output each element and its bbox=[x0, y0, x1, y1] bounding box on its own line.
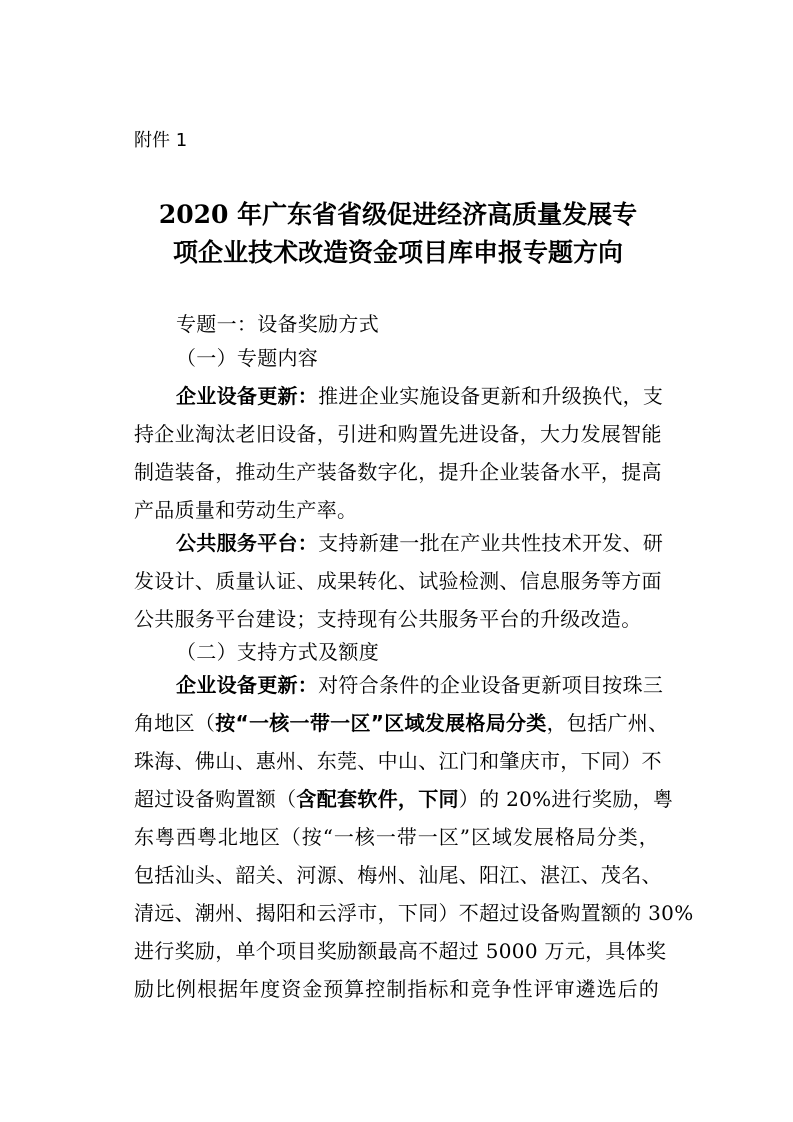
paragraph-support-line-7: 清远、潮州、揭阳和云浮市，下同）不超过设备购置额的 30% bbox=[134, 901, 694, 925]
paragraph-text: 对符合条件的企业设备更新项目按珠三 bbox=[318, 673, 664, 697]
document-title-line-2: 项企业技术改造资金项目库申报专题方向 bbox=[172, 238, 623, 267]
paragraph-support-line-2 bbox=[134, 707, 668, 736]
paragraph-support-line-8: 进行奖励，单个项目奖励额最高不超过 5000 万元，具体奖 bbox=[134, 939, 667, 963]
paragraph-label: 企业设备更新： bbox=[176, 384, 319, 408]
topic1-heading: 专题一：设备奖励方式 bbox=[176, 312, 379, 336]
paragraph-equipment-update-line-4: 产品质量和劳动生产率。 bbox=[134, 498, 358, 522]
paragraph-public-platform-line-1 bbox=[176, 527, 663, 556]
section1-heading: （一）专题内容 bbox=[176, 346, 319, 370]
bold-text: 按“一核一带一区”区域发展格局分类 bbox=[215, 711, 547, 735]
paragraph-public-platform-line-3: 公共服务平台建设；支持现有公共服务平台的升级改造。 bbox=[134, 607, 642, 631]
section2-heading: （二）支持方式及额度 bbox=[176, 640, 379, 664]
paragraph-support-line-3: 珠海、佛山、惠州、东莞、中山、江门和肇庆市，下同）不 bbox=[134, 749, 662, 773]
paragraph-equipment-update-line-2: 持企业淘汰老旧设备，引进和购置先进设备，大力发展智能 bbox=[134, 422, 662, 446]
annex-label: 附件 1 bbox=[134, 130, 188, 151]
paragraph-text: 超过设备购置额（ bbox=[134, 787, 297, 811]
paragraph-text: 角地区（ bbox=[134, 711, 216, 735]
paragraph-support-line-9: 励比例根据年度资金预算控制指标和竞争性评审遴选后的 bbox=[134, 977, 659, 1001]
paragraph-equipment-update-line-3: 制造装备，推动生产装备数字化，提升企业装备水平，提高 bbox=[134, 460, 662, 484]
paragraph-support-line-5: 东粤西粤北地区（按“一核一带一区”区域发展格局分类， bbox=[134, 825, 659, 849]
paragraph-label: 企业设备更新： bbox=[176, 673, 319, 697]
document-title-line-1: 2020 年广东省省级促进经济高质量发展专 bbox=[158, 200, 638, 229]
paragraph-text: 推进企业实施设备更新和升级换代，支 bbox=[318, 384, 664, 408]
paragraph-text: ，包括广州、 bbox=[546, 711, 669, 735]
bold-text: 含配套软件，下同 bbox=[296, 787, 459, 811]
paragraph-equipment-update-line-1 bbox=[176, 380, 663, 409]
paragraph-support-line-6: 包括汕头、韶关、河源、梅州、汕尾、阳江、湛江、茂名、 bbox=[134, 863, 662, 887]
paragraph-support-line-1 bbox=[176, 669, 663, 698]
paragraph-public-platform-line-2: 发设计、质量认证、成果转化、试验检测、信息服务等方面 bbox=[134, 569, 662, 593]
paragraph-text: ）的 20%进行奖励，粤 bbox=[458, 787, 674, 811]
paragraph-label: 公共服务平台： bbox=[176, 531, 319, 555]
paragraph-support-line-4 bbox=[134, 783, 673, 812]
paragraph-text: 支持新建一批在产业共性技术开发、研 bbox=[318, 531, 664, 555]
